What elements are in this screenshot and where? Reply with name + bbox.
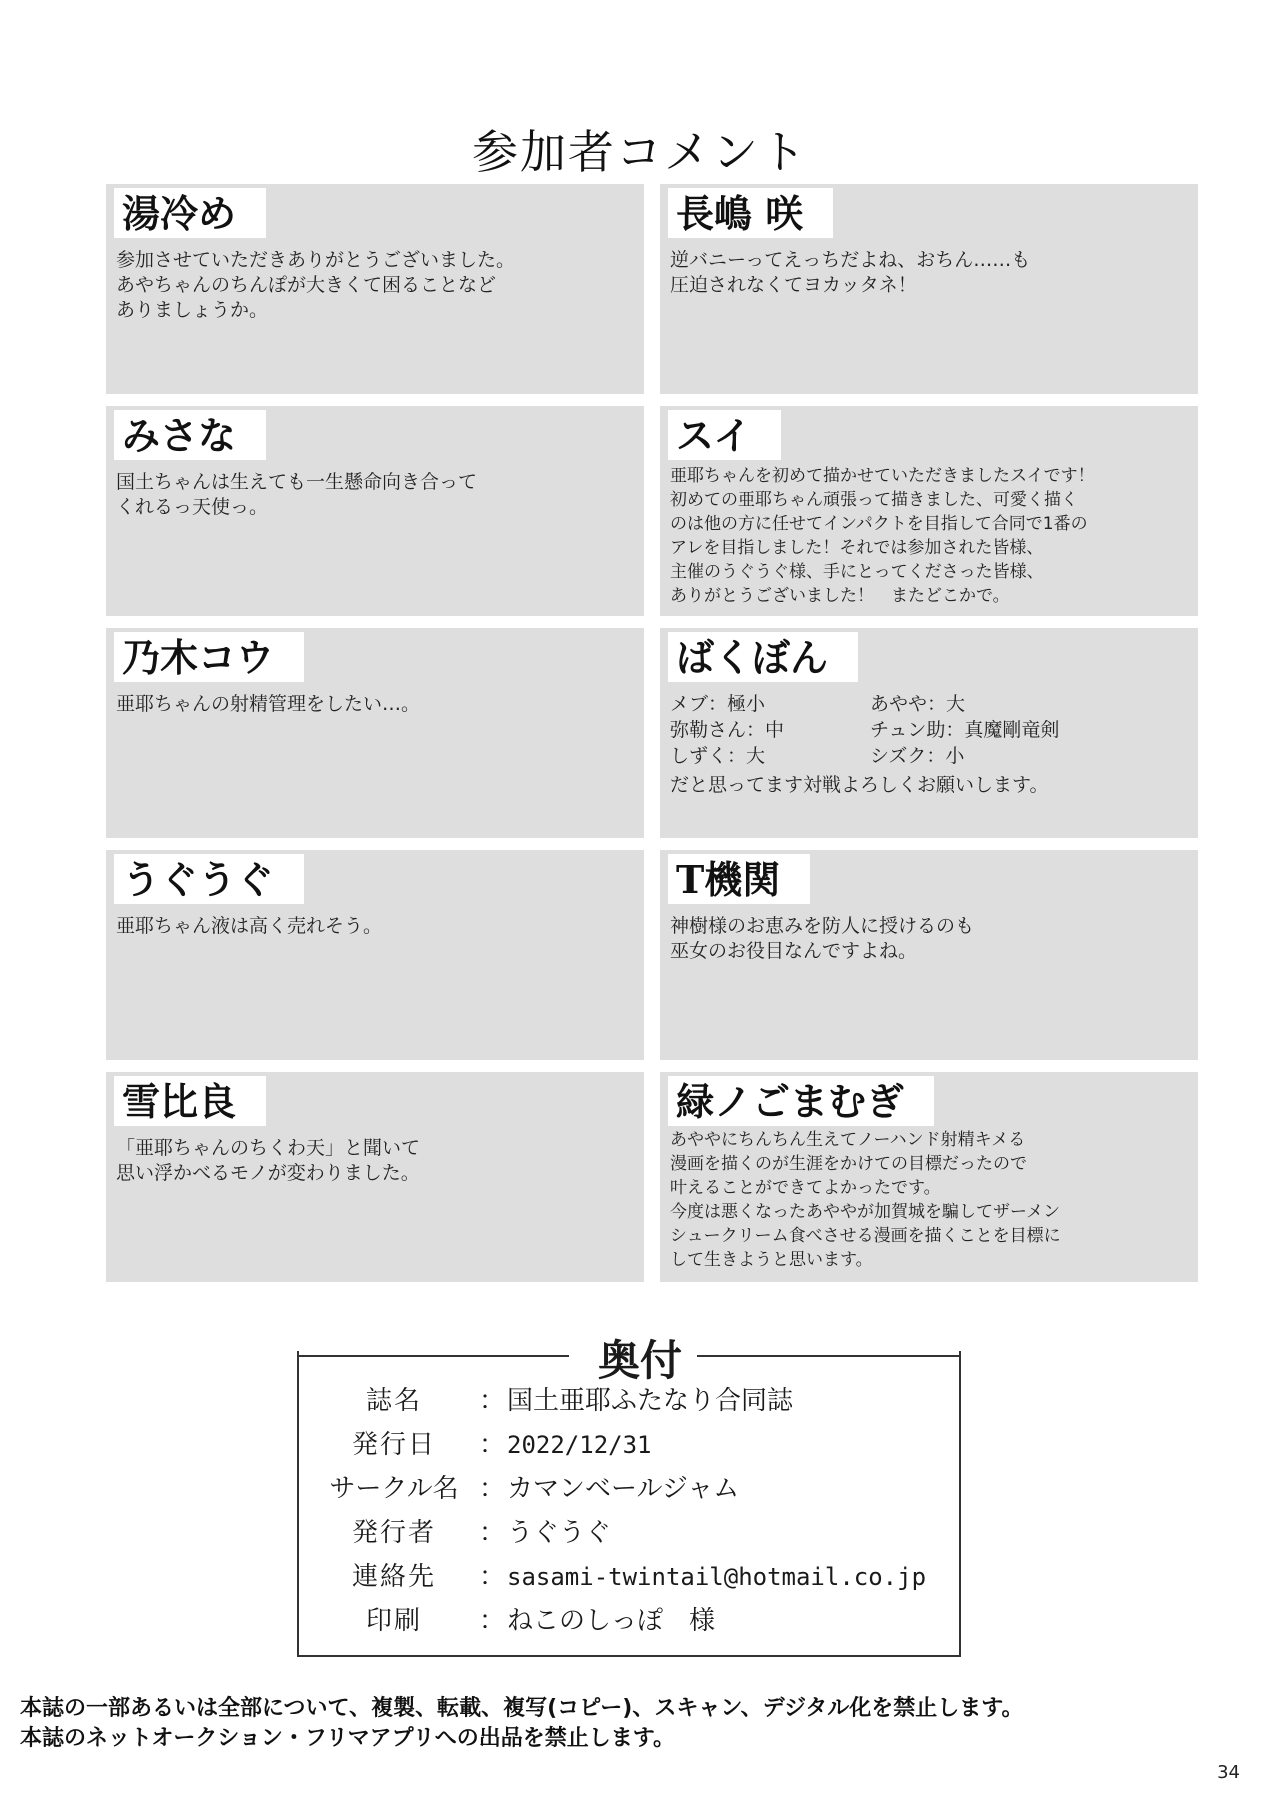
colophon-value: 国土亜耶ふたなり合同誌 [507, 1386, 794, 1416]
colophon-title: 奥付 [597, 1336, 682, 1385]
comment-line: 国土ちゃんは生えても一生懸命向き合って [116, 471, 478, 493]
colophon-separator: ： [479, 1430, 506, 1460]
comment-panel [106, 184, 644, 394]
comment-line: あやちゃんのちんぽが大きくて困ることなど [116, 274, 497, 296]
resale-notice: 本誌のネットオークション・フリマアプリへの出品を禁止します。 [20, 1726, 675, 1751]
comment-line: 漫画を描くのが生涯をかけての目標だったので [670, 1154, 1027, 1174]
colophon-row [319, 1425, 959, 1465]
comment-text [116, 248, 636, 323]
stats-grid [670, 692, 1190, 769]
participant-name: 雪比良 [114, 1076, 266, 1126]
colophon-row [319, 1557, 959, 1597]
comment-panel [660, 850, 1198, 1060]
colophon-separator: ： [479, 1518, 506, 1548]
comment-text [116, 914, 636, 939]
colophon-label: 連絡先 [351, 1562, 436, 1592]
participant-name: ばくぼん [668, 632, 858, 682]
participant-name: T機関 [668, 854, 810, 904]
stat-item: メブ：極小 [670, 693, 766, 715]
comment-line: 亜耶ちゃん液は高く売れそう。 [116, 915, 383, 937]
comment-line: 巫女のお役目なんですよね。 [670, 940, 918, 962]
comment-line: あややにちんちん生えてノーハンド射精キメる [670, 1130, 1026, 1150]
colophon-value: ねこのしっぽ 様 [507, 1606, 716, 1636]
page-title: 参加者コメント [472, 125, 808, 179]
comment-line: 逆バニーってえっちだよね、おちん……も [670, 249, 1031, 271]
stat-item: しずく：大 [670, 745, 766, 767]
comment-line: 神樹様のお恵みを防人に授けるのも [670, 915, 975, 937]
comment-panel [106, 1072, 644, 1282]
colophon-label: 印刷 [365, 1606, 422, 1636]
participant-name: 緑ノごまむぎ [668, 1076, 934, 1126]
comment-panel [660, 184, 1198, 394]
participant-name: みさな [114, 410, 266, 460]
colophon-separator: ： [479, 1386, 506, 1416]
comment-panel [660, 1072, 1198, 1282]
comment-line: アレを目指しました！それでは参加された皆様、 [670, 538, 1044, 558]
comment-text [670, 914, 1190, 964]
colophon-label: サークル名 [329, 1474, 459, 1504]
comment-line: 亜耶ちゃんの射精管理をしたい…。 [116, 693, 421, 715]
comment-panel [660, 406, 1198, 616]
comment-line: して生きようと思います。 [670, 1250, 873, 1270]
colophon-label: 発行者 [351, 1518, 436, 1548]
page-number: 34 [1217, 1762, 1240, 1783]
comment-line: ありましょうか。 [116, 299, 269, 321]
comment-line: 叶えることができてよかったです。 [670, 1178, 941, 1198]
colophon-row [319, 1601, 959, 1641]
participant-name: うぐうぐ [114, 854, 304, 904]
colophon-row [319, 1381, 959, 1421]
comment-text [670, 464, 1190, 608]
colophon-label: 発行日 [351, 1430, 436, 1460]
comment-line: 主催のうぐうぐ様、手にとってくださった皆様、 [670, 562, 1044, 582]
comment-panel [106, 628, 644, 838]
colophon-separator: ： [479, 1606, 506, 1636]
comment-panel [106, 850, 644, 1060]
comment-line: 思い浮かべるモノが変わりました。 [116, 1162, 420, 1184]
stat-item: 弥勒さん：中 [670, 719, 785, 741]
comment-line: のは他の方に任せてインパクトを目指して合同で1番の [670, 514, 1088, 534]
stat-item: チュン助：真魔剛竜剣 [870, 719, 1060, 741]
colophon-separator: ： [479, 1562, 506, 1592]
comment-panel [660, 628, 1198, 838]
comment-text [116, 692, 636, 717]
colophon-value: sasami-twintail@hotmail.co.jp [507, 1563, 927, 1591]
participant-name: 湯冷め [114, 188, 266, 238]
comment-text [670, 248, 1190, 298]
comment-line: くれるっ天使っ。 [116, 496, 269, 518]
colophon-value: うぐうぐ [507, 1518, 612, 1548]
participant-name: 長嶋 咲 [668, 188, 833, 238]
comment-line: だと思ってます対戦よろしくお願いします。 [670, 774, 1049, 796]
participant-name: スイ [668, 410, 781, 460]
comment-text [116, 470, 636, 520]
comment-line: シュークリーム食べさせる漫画を描くことを目標に [670, 1226, 1061, 1246]
comment-text [670, 1128, 1190, 1272]
colophon-box [297, 1351, 961, 1657]
comment-panel [106, 406, 644, 616]
comment-text [670, 692, 1190, 798]
copyright-notice: 本誌の一部あるいは全部について、複製、転載、複写(コピー)、スキャン、デジタル化を禁止します。 [20, 1696, 1024, 1721]
colophon-label: 誌名 [365, 1386, 422, 1416]
comment-text [116, 1136, 636, 1186]
comment-line: 亜耶ちゃんを初めて描かせていただきましたスイです！ [670, 466, 1095, 486]
comment-line: ありがとうございました！ またどこかで。 [670, 586, 1010, 606]
stat-item: シズク：小 [870, 745, 965, 767]
comment-line: 初めての亜耶ちゃん頑張って描きました、可愛く描く [670, 490, 1078, 510]
comment-line: 「亜耶ちゃんのちくわ天」と聞いて [116, 1137, 421, 1159]
colophon-value: カマンベールジャム [507, 1474, 740, 1504]
stat-item: あやや：大 [870, 693, 966, 715]
colophon-separator: ： [479, 1474, 506, 1504]
comment-line: 今度は悪くなったあややが加賀城を騙してザーメン [670, 1202, 1061, 1222]
colophon-value: 2022/12/31 [507, 1431, 652, 1459]
colophon-row [319, 1469, 959, 1509]
colophon-row [319, 1513, 959, 1553]
comment-line: 参加させていただきありがとうございました。 [116, 249, 516, 271]
comment-line: 圧迫されなくてヨカッタネ！ [670, 274, 917, 296]
participant-name: 乃木コウ [114, 632, 304, 682]
